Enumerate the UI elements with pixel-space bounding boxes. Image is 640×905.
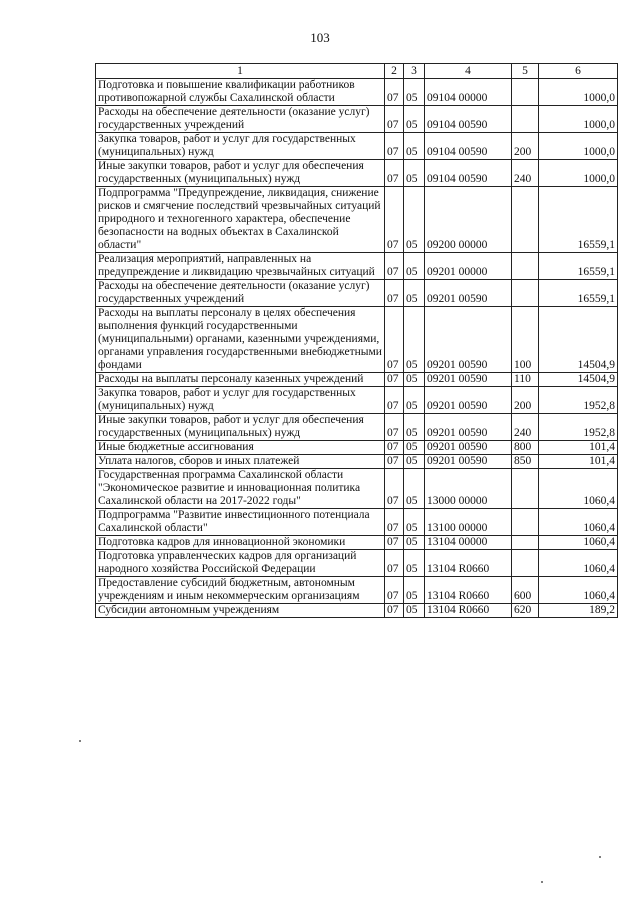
row-target-article: 13104 00000 xyxy=(425,536,512,550)
row-amount: 101,4 xyxy=(539,455,618,469)
row-subsection: 05 xyxy=(404,280,425,307)
row-subsection: 05 xyxy=(404,550,425,577)
table-row xyxy=(96,280,618,307)
row-section: 07 xyxy=(385,550,404,577)
row-target-article: 09104 00590 xyxy=(425,133,512,160)
row-amount: 1000,0 xyxy=(539,133,618,160)
scan-speck xyxy=(541,881,543,883)
page-number: 103 xyxy=(310,30,330,45)
row-amount: 16559,1 xyxy=(539,187,618,253)
row-amount: 1952,8 xyxy=(539,387,618,414)
row-name: Закупка товаров, работ и услуг для государственных (муниципальных) нужд xyxy=(96,387,385,414)
row-subsection: 05 xyxy=(404,160,425,187)
row-expense-type: 110 xyxy=(512,373,539,387)
table-row xyxy=(96,604,618,618)
table-row xyxy=(96,577,618,604)
row-section: 07 xyxy=(385,441,404,455)
row-amount: 1060,4 xyxy=(539,469,618,509)
row-name: Подпрограмма "Развитие инвестиционного потенциала Сахалинской области" xyxy=(96,509,385,536)
row-expense-type xyxy=(512,509,539,536)
row-subsection: 05 xyxy=(404,79,425,106)
row-subsection: 05 xyxy=(404,387,425,414)
row-subsection: 05 xyxy=(404,536,425,550)
row-amount: 1000,0 xyxy=(539,106,618,133)
table-row xyxy=(96,414,618,441)
budget-table xyxy=(95,63,618,618)
table-body xyxy=(96,79,618,618)
scan-speck xyxy=(79,740,81,742)
row-name: Иные бюджетные ассигнования xyxy=(96,441,385,455)
row-name: Субсидии автономным учреждениям xyxy=(96,604,385,618)
row-expense-type: 200 xyxy=(512,387,539,414)
row-name: Предоставление субсидий бюджетным, автономным учреждениям и иным некоммерческим организациям xyxy=(96,577,385,604)
row-subsection: 05 xyxy=(404,469,425,509)
row-subsection: 05 xyxy=(404,441,425,455)
row-name: Расходы на выплаты персоналу казенных учреждений xyxy=(96,373,385,387)
row-section: 07 xyxy=(385,387,404,414)
row-expense-type: 100 xyxy=(512,307,539,373)
table-row xyxy=(96,469,618,509)
row-expense-type: 240 xyxy=(512,414,539,441)
row-target-article: 13100 00000 xyxy=(425,509,512,536)
row-expense-type: 800 xyxy=(512,441,539,455)
row-name: Иные закупки товаров, работ и услуг для обеспечения государственных (муниципальных) нужд xyxy=(96,160,385,187)
row-section: 07 xyxy=(385,160,404,187)
row-amount: 101,4 xyxy=(539,441,618,455)
table-header-row xyxy=(96,64,618,79)
header-col-6: 6 xyxy=(539,64,618,79)
row-name: Подготовка управленческих кадров для организаций народного хозяйства Российской Федерации xyxy=(96,550,385,577)
row-amount: 1060,4 xyxy=(539,550,618,577)
row-subsection: 05 xyxy=(404,253,425,280)
row-section: 07 xyxy=(385,307,404,373)
row-amount: 16559,1 xyxy=(539,253,618,280)
row-expense-type: 240 xyxy=(512,160,539,187)
table-row xyxy=(96,160,618,187)
row-name: Уплата налогов, сборов и иных платежей xyxy=(96,455,385,469)
row-section: 07 xyxy=(385,604,404,618)
row-target-article: 09201 00000 xyxy=(425,253,512,280)
row-section: 07 xyxy=(385,455,404,469)
row-expense-type: 850 xyxy=(512,455,539,469)
row-amount: 1000,0 xyxy=(539,79,618,106)
row-subsection: 05 xyxy=(404,604,425,618)
row-name: Закупка товаров, работ и услуг для государственных (муниципальных) нужд xyxy=(96,133,385,160)
row-target-article: 13104 R0660 xyxy=(425,604,512,618)
table-row xyxy=(96,550,618,577)
row-amount: 14504,9 xyxy=(539,373,618,387)
row-expense-type: 620 xyxy=(512,604,539,618)
row-subsection: 05 xyxy=(404,373,425,387)
table-row xyxy=(96,79,618,106)
row-section: 07 xyxy=(385,536,404,550)
table-row xyxy=(96,455,618,469)
row-section: 07 xyxy=(385,577,404,604)
header-col-1: 1 xyxy=(96,64,385,79)
row-subsection: 05 xyxy=(404,577,425,604)
table-row xyxy=(96,441,618,455)
row-section: 07 xyxy=(385,280,404,307)
row-target-article: 09201 00590 xyxy=(425,280,512,307)
row-subsection: 05 xyxy=(404,509,425,536)
row-target-article: 09201 00590 xyxy=(425,387,512,414)
header-col-2: 2 xyxy=(385,64,404,79)
row-amount: 1060,4 xyxy=(539,509,618,536)
row-target-article: 09200 00000 xyxy=(425,187,512,253)
table-row xyxy=(96,387,618,414)
row-amount: 1060,4 xyxy=(539,536,618,550)
row-section: 07 xyxy=(385,187,404,253)
row-section: 07 xyxy=(385,373,404,387)
row-name: Подготовка и повышение квалификации работников противопожарной службы Сахалинской области xyxy=(96,79,385,106)
row-name: Реализация мероприятий, направленных на предупреждение и ликвидацию чрезвычайных ситуаций xyxy=(96,253,385,280)
row-target-article: 09104 00000 xyxy=(425,79,512,106)
row-name: Иные закупки товаров, работ и услуг для обеспечения государственных (муниципальных) нужд xyxy=(96,414,385,441)
row-target-article: 09104 00590 xyxy=(425,106,512,133)
table-row xyxy=(96,253,618,280)
row-expense-type: 600 xyxy=(512,577,539,604)
table-row xyxy=(96,307,618,373)
row-expense-type xyxy=(512,536,539,550)
scan-speck xyxy=(599,856,601,858)
table-row xyxy=(96,509,618,536)
row-target-article: 09201 00590 xyxy=(425,441,512,455)
row-amount: 16559,1 xyxy=(539,280,618,307)
header-col-3: 3 xyxy=(404,64,425,79)
row-amount: 1000,0 xyxy=(539,160,618,187)
row-expense-type xyxy=(512,253,539,280)
row-amount: 189,2 xyxy=(539,604,618,618)
row-name: Расходы на обеспечение деятельности (оказание услуг) государственных учреждений xyxy=(96,106,385,133)
header-col-4: 4 xyxy=(425,64,512,79)
row-target-article: 09201 00590 xyxy=(425,455,512,469)
row-subsection: 05 xyxy=(404,307,425,373)
row-target-article: 09201 00590 xyxy=(425,373,512,387)
row-amount: 1060,4 xyxy=(539,577,618,604)
row-section: 07 xyxy=(385,106,404,133)
row-expense-type xyxy=(512,550,539,577)
row-expense-type xyxy=(512,187,539,253)
row-target-article: 09201 00590 xyxy=(425,414,512,441)
row-section: 07 xyxy=(385,509,404,536)
row-subsection: 05 xyxy=(404,133,425,160)
table-row xyxy=(96,187,618,253)
row-name: Подпрограмма "Предупреждение, ликвидация, снижение рисков и смягчение последствий чрезвычайных ситуаций природного и техногенного характера, обеспечение безопасности на водных объектах в Сахалинской области" xyxy=(96,187,385,253)
row-name: Расходы на обеспечение деятельности (оказание услуг) государственных учреждений xyxy=(96,280,385,307)
row-subsection: 05 xyxy=(404,106,425,133)
row-subsection: 05 xyxy=(404,455,425,469)
row-name: Подготовка кадров для инновационной экономики xyxy=(96,536,385,550)
row-subsection: 05 xyxy=(404,187,425,253)
row-amount: 14504,9 xyxy=(539,307,618,373)
row-expense-type xyxy=(512,106,539,133)
row-target-article: 13000 00000 xyxy=(425,469,512,509)
row-subsection: 05 xyxy=(404,414,425,441)
row-target-article: 09104 00590 xyxy=(425,160,512,187)
row-expense-type xyxy=(512,469,539,509)
row-expense-type xyxy=(512,79,539,106)
row-section: 07 xyxy=(385,133,404,160)
row-section: 07 xyxy=(385,469,404,509)
row-expense-type: 200 xyxy=(512,133,539,160)
row-section: 07 xyxy=(385,253,404,280)
row-expense-type xyxy=(512,280,539,307)
header-col-5: 5 xyxy=(512,64,539,79)
row-target-article: 13104 R0660 xyxy=(425,550,512,577)
row-name: Расходы на выплаты персоналу в целях обеспечения выполнения функций государственными (муниципальными) органами, казенными учреждениями, органами управления государственными внебюджетными фондами xyxy=(96,307,385,373)
table-row xyxy=(96,536,618,550)
table-row xyxy=(96,133,618,160)
row-name: Государственная программа Сахалинской области "Экономическое развитие и инновационная политика Сахалинской области на 2017-2022 годы" xyxy=(96,469,385,509)
row-section: 07 xyxy=(385,79,404,106)
row-amount: 1952,8 xyxy=(539,414,618,441)
row-section: 07 xyxy=(385,414,404,441)
table-row xyxy=(96,373,618,387)
table-row xyxy=(96,106,618,133)
row-target-article: 13104 R0660 xyxy=(425,577,512,604)
row-target-article: 09201 00590 xyxy=(425,307,512,373)
